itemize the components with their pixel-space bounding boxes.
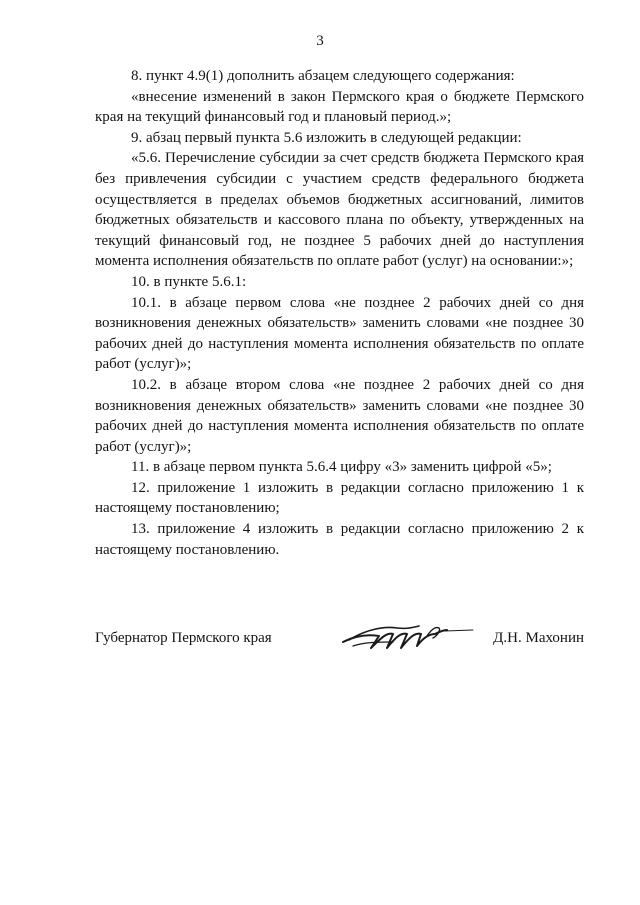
signature-block [95, 612, 584, 672]
paragraph-item-10-2: 10.2. в абзаце втором слова «не позднее 2 рабочих дней со дня возникновения денежных обязательств» заменить словами «не позднее 30 рабочих дней до наступления момента исполнения обязательств по оплате работ (услуг)»; [95, 376, 584, 455]
paragraph-item-12: 12. приложение 1 изложить в редакции согласно приложению 1 к настоящему постановлению; [95, 479, 584, 517]
handwritten-signature [335, 612, 475, 662]
paragraph-item-10-1: 10.1. в абзаце первом слова «не позднее 2 рабочих дней со дня возникновения денежных обязательств» заменить словами «не позднее 30 рабочих дней до наступления момента исполнения обязательств по оплате работ (услуг)»; [95, 294, 584, 373]
paragraph-quote-5-6: «5.6. Перечисление субсидии за счет средств бюджета Пермского края без привлечения субсидии с участием средств федерального бюджета осуществляется в пределах объемов бюджетных ассигнований, лимитов бюджетных обязательств и кассового плана по объекту, утвержденных на текущий финансовый год, не позднее 5 рабочих дней до наступления момента исполнения обязательств по оплате работ (услуг) на основании:»; [95, 150, 584, 270]
paragraph-item-10: 10. в пункте 5.6.1: [131, 273, 247, 290]
document-body [95, 66, 584, 560]
signer-name: Д.Н. Махонин [493, 630, 584, 646]
paragraph-item-11: 11. в абзаце первом пункта 5.6.4 цифру «3» заменить цифрой «5»; [131, 459, 552, 476]
page-number: 3 [316, 33, 324, 49]
signer-position: Губернатор Пермского края [95, 630, 272, 646]
paragraph-quote-4-9-1: «внесение изменений в закон Пермского края о бюджете Пермского края на текущий финансовый год и плановый период.»; [95, 88, 584, 126]
paragraph-item-13: 13. приложение 4 изложить в редакции согласно приложению 2 к настоящему постановлению. [95, 521, 584, 558]
paragraph-item-8: 8. пункт 4.9(1) дополнить абзацем следующего содержания: [131, 68, 515, 84]
paragraph-item-9: 9. абзац первый пункта 5.6 изложить в следующей редакции: [131, 129, 522, 146]
